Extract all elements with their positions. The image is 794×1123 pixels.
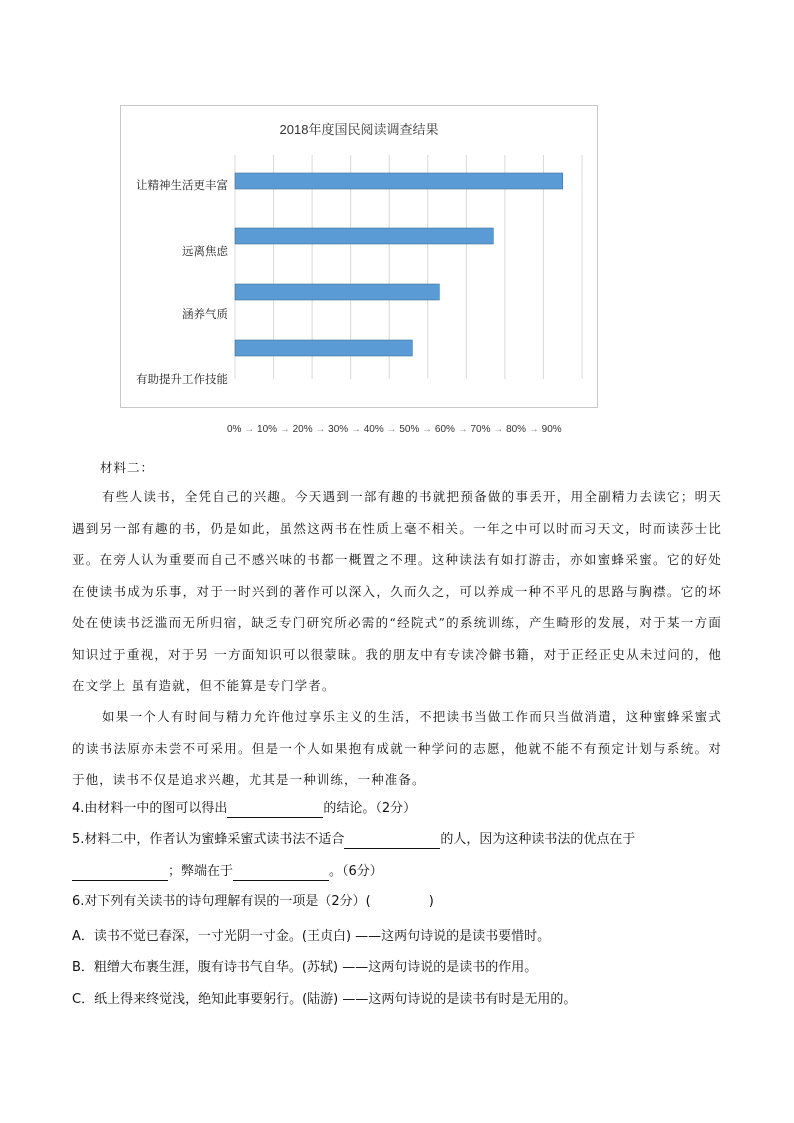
tick-separator-icon: → bbox=[348, 424, 364, 435]
question-4-text: 4.由材料一中的图可以得出 bbox=[72, 801, 228, 816]
x-tick-label: 70% bbox=[470, 424, 491, 435]
question-6 bbox=[72, 893, 434, 911]
x-tick-label: 30% bbox=[328, 424, 349, 435]
question-5-text: 5.材料二中，作者认为蜜蜂采蜜式读书法不适合 bbox=[72, 832, 345, 847]
category-label: 远离焦虑 bbox=[182, 246, 228, 258]
x-tick-label: 80% bbox=[506, 424, 527, 435]
x-tick-label: 50% bbox=[399, 424, 420, 435]
option-c: C．纸上得来终觉浅，绝知此事要躬行。(陆游) ——这两句诗说的是读书有时是无用的。 bbox=[72, 992, 577, 1007]
bar bbox=[235, 228, 493, 244]
x-axis-tick-labels bbox=[227, 424, 607, 435]
answer-blank-q5-a[interactable] bbox=[344, 833, 440, 849]
tick-separator-icon: → bbox=[277, 424, 293, 435]
passage-paragraph-1: 有些人读书，全凭自己的兴趣。今天遇到一部有趣的书就把预备做的事丢开，用全副精力去读它；明天遇到另一部有趣的书，仍是如此，虽然这两书在性质上毫不相关。一年之中可以时而习天文，时而读莎士比亚。在旁人认为重要而自己不感兴味的书都一概置之不理。这种读法有如打游击，亦如蜜蜂采蜜。它的好处在使读书成为乐事，对于一时兴到的著作可以深入，久而久之，可以养成一种不平凡的思路与胸襟。它的坏处在使读书泛滥而无所归宿，缺乏专门研究所必需的“经院式”的系统训练，产生畸形的发展，对于某一方面知识过于重视，对于另 一方面知识可以很蒙昧。我的朋友中有专读冷僻书籍，对于正经正史从未过问的，他在文学上 虽有造就，但不能算是专门学者。 bbox=[72, 489, 722, 693]
category-label: 涵养气质 bbox=[182, 309, 228, 321]
tick-separator-icon: → bbox=[419, 424, 435, 435]
option-a: A．读书不觉已春深，一寸光阴一寸金。(王贞白) ——这两句诗说的是读书要惜时。 bbox=[72, 929, 551, 944]
answer-blank-q5-b[interactable] bbox=[72, 865, 168, 881]
x-tick-label: 40% bbox=[363, 424, 384, 435]
answer-blank-q4[interactable] bbox=[227, 802, 323, 818]
question-5-tail: 的人，因为这种读书法的优点在于 bbox=[440, 832, 636, 847]
passage-paragraph-2: 如果一个人有时间与精力允许他过享乐主义的生活，不把读书当做工作而只当做消遣，这种蜜蜂采蜜式的读书法原亦未尝不可采用。但是一个人如果抱有成就一种学问的志愿，他就不能不有预定计划与系统。对于他，读书不仅是追求兴趣，尤其是一种训练，一种准备。 bbox=[72, 709, 722, 787]
chart-title: 2018年度国民阅读调查结果 bbox=[279, 122, 439, 137]
category-label: 让精神生活更丰富 bbox=[136, 180, 228, 192]
bar-chart bbox=[120, 105, 598, 408]
answer-blank-q5-c[interactable] bbox=[233, 865, 329, 881]
tick-separator-icon: → bbox=[490, 424, 507, 435]
bars bbox=[235, 173, 563, 356]
tick-separator-icon: → bbox=[526, 424, 542, 435]
category-label: 有助提升工作技能 bbox=[136, 374, 228, 386]
x-tick-label: 60% bbox=[434, 424, 455, 435]
x-tick-label: 20% bbox=[292, 424, 313, 435]
question-6-close: ) bbox=[428, 894, 434, 909]
tick-separator-icon: → bbox=[312, 424, 329, 435]
x-tick-label: 90% bbox=[541, 424, 562, 435]
x-tick-label: 0% bbox=[227, 424, 242, 435]
tick-separator-icon: → bbox=[383, 424, 400, 435]
section-label: 材料二： bbox=[100, 460, 155, 475]
bar bbox=[235, 340, 412, 356]
question-5 bbox=[72, 831, 635, 849]
question-5-mid: ；弊端在于 bbox=[168, 864, 234, 879]
question-4-tail: 的结论。（2分） bbox=[323, 801, 417, 816]
x-tick-label: 10% bbox=[257, 424, 278, 435]
question-5-line-2 bbox=[72, 863, 383, 881]
tick-separator-icon: → bbox=[241, 424, 258, 435]
bar bbox=[235, 173, 563, 189]
question-5-end: 。（6分） bbox=[329, 864, 383, 879]
question-4 bbox=[72, 800, 416, 818]
tick-separator-icon: → bbox=[454, 424, 471, 435]
category-labels bbox=[136, 178, 228, 386]
bar bbox=[235, 284, 439, 300]
option-b: B．粗缯大布裹生涯，腹有诗书气自华。(苏轼) ——这两句诗说的是读书的作用。 bbox=[72, 960, 538, 975]
question-6-text: 6.对下列有关读书的诗句理解有误的一项是（2分）( bbox=[72, 894, 371, 909]
